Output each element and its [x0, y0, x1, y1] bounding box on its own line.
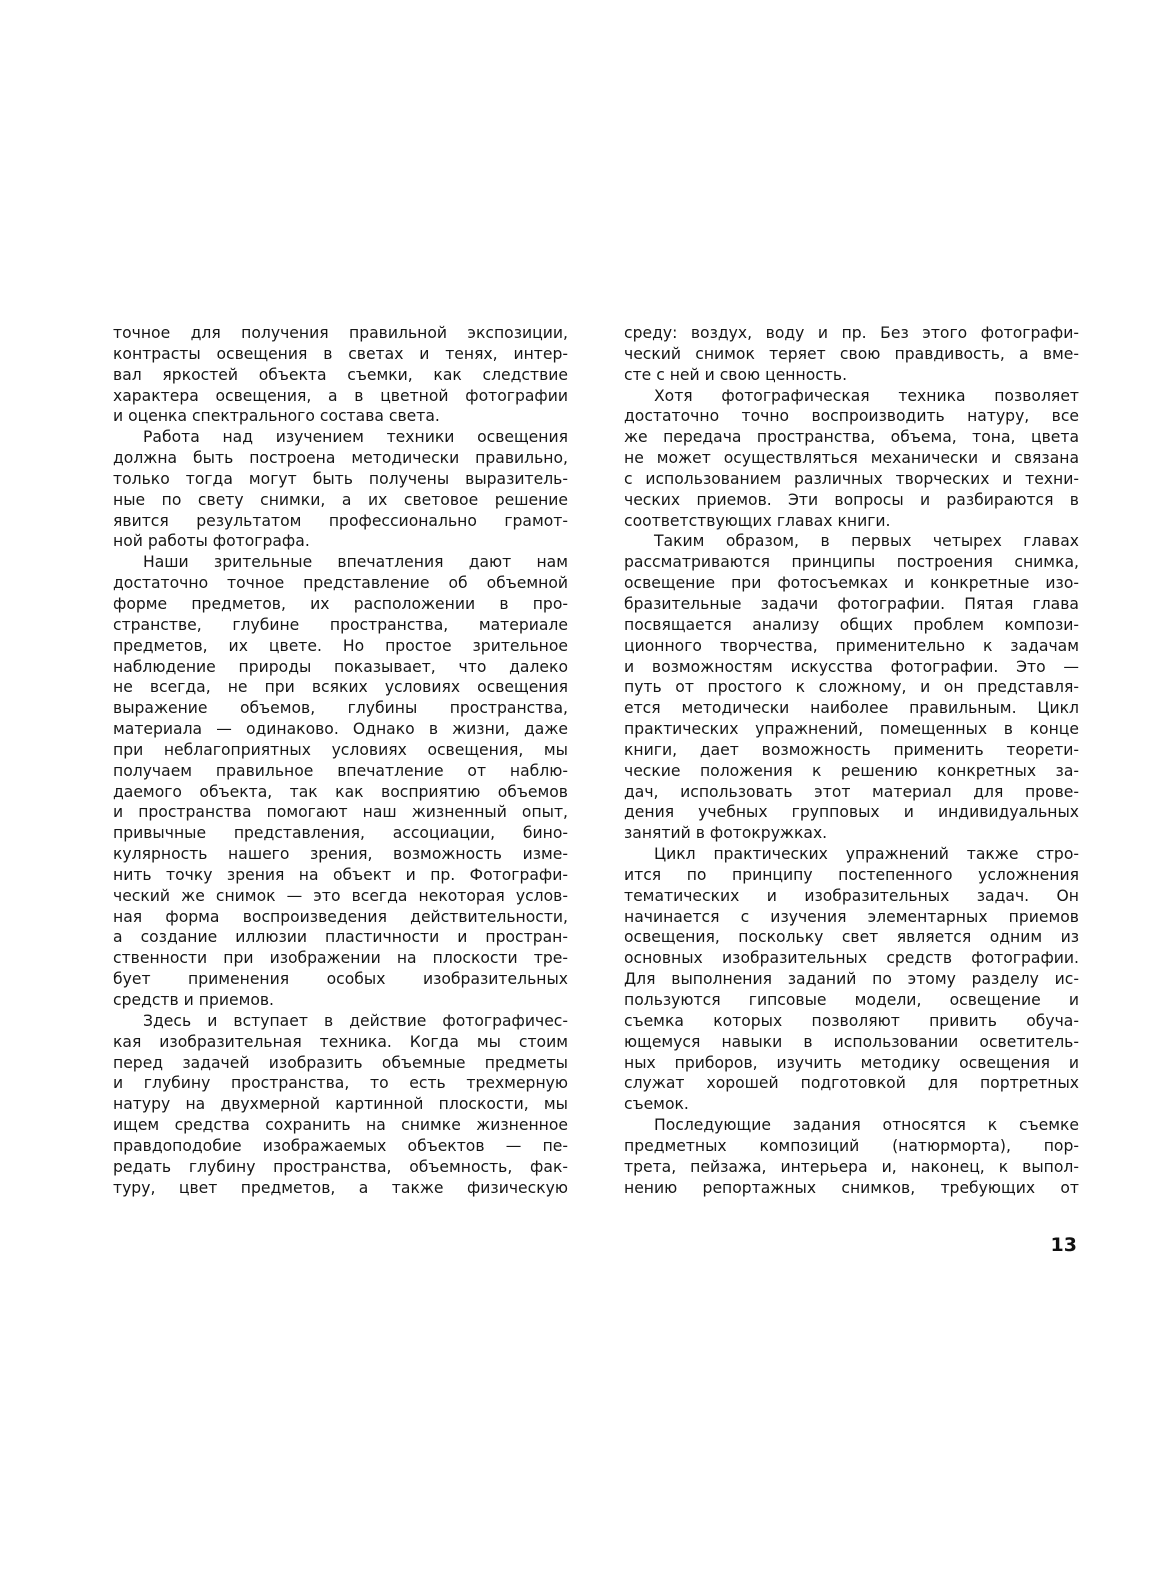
text-line: ющемуся навыки в использовании осветитель- [624, 1032, 1079, 1051]
text-column-right [624, 323, 1079, 1198]
text-line: Последующие задания относятся к съемке [654, 1116, 1079, 1135]
text-line: при неблагоприятных условиях освещения, мы [113, 740, 568, 759]
text-line: ные по свету снимки, а их световое решение [113, 490, 568, 509]
text-line: явится результатом профессионально грамот- [113, 511, 568, 530]
text-line: не всегда, не при всяких условиях освещения [113, 678, 568, 697]
text-line: ческие положения к решению конкретных за- [624, 761, 1079, 780]
text-line: предметов, их цвете. Но простое зрительное [113, 636, 568, 655]
text-line: рассматриваются принципы построения снимка, [624, 553, 1079, 572]
text-line: правдоподобие изображаемых объектов — пе- [113, 1136, 568, 1155]
text-line: ется методически наиболее правильным. Цикл [624, 699, 1079, 718]
text-line: Наши зрительные впечатления дают нам [143, 553, 568, 572]
text-line: Для выполнения заданий по этому разделу ис- [624, 970, 1079, 989]
text-line: служат хорошей подготовкой для портретных [624, 1074, 1079, 1093]
text-line: бразительные задачи фотографии. Пятая глава [624, 594, 1079, 613]
text-line: практических упражнений, помещенных в конце [624, 720, 1079, 739]
text-line: соответствующих главах книги. [624, 511, 891, 530]
text-line: достаточно точно воспроизводить натуру, все [624, 407, 1079, 426]
text-line: нить точку зрения на объект и пр. Фотографи- [113, 865, 568, 884]
text-line: достаточно точное представление об объемной [113, 574, 568, 593]
text-line: характера освещения, а в цветной фотографии [113, 386, 568, 405]
text-line: наблюдение природы показывает, что далеко [113, 657, 568, 676]
text-line: с использованием различных творческих и техни- [624, 469, 1079, 488]
text-line: ционного творчества, применительно к задачам [624, 636, 1079, 655]
page-number: 13 [1050, 1234, 1077, 1256]
text-line: странстве, глубине пространства, материале [113, 615, 568, 634]
text-line: материала — одинаково. Однако в жизни, даже [113, 720, 568, 739]
text-line: же передача пространства, объема, тона, цвета [624, 428, 1079, 447]
text-line: среду: воздух, воду и пр. Без этого фотографи- [624, 324, 1079, 342]
text-line: освещения, поскольку свет является одним из [624, 928, 1079, 947]
text-line: Таким образом, в первых четырех главах [654, 532, 1079, 551]
text-line: Цикл практических упражнений также стро- [654, 845, 1079, 864]
text-line: привычные представления, ассоциации, бино- [113, 824, 568, 843]
text-line: основных изобразительных средств фотографии. [624, 949, 1079, 968]
text-line: ческий же снимок — это всегда некоторая услов- [113, 886, 568, 905]
text-line: и глубину пространства, то есть трехмерную [113, 1074, 568, 1093]
text-line: книги, дает возможность применить теорети- [624, 740, 1079, 759]
text-line: должна быть построена методически правильно, [113, 449, 568, 468]
text-line: ственности при изображении на плоскости тре- [113, 949, 568, 968]
text-line: бует применения особых изобразительных [113, 970, 568, 989]
text-line: кулярность нашего зрения, возможность изме- [113, 845, 568, 864]
text-line: кая изобразительная техника. Когда мы стоим [113, 1032, 568, 1051]
text-line: дач, использовать этот материал для прове- [624, 782, 1079, 801]
text-line: а создание иллюзии пластичности и простран- [113, 928, 568, 947]
text-line: получаем правильное впечатление от наблю- [113, 761, 568, 780]
text-line: и пространства помогают наш жизненный опыт, [113, 803, 568, 822]
text-line: вал яркостей объекта съемки, как следствие [113, 365, 568, 384]
text-line: перед задачей изобразить объемные предметы [113, 1053, 568, 1072]
text-line: съемка которых позволяют привить обуча- [624, 1011, 1079, 1030]
text-line: начинается с изучения элементарных приемов [624, 907, 1079, 926]
text-line: трета, пейзажа, интерьера и, наконец, к выпол- [624, 1157, 1079, 1176]
text-line: дения учебных групповых и индивидуальных [624, 803, 1079, 822]
text-line: форме предметов, их расположении в про- [113, 594, 568, 613]
text-line: ческих приемов. Эти вопросы и разбираются в [624, 490, 1079, 509]
text-line: ится по принципу постепенного усложнения [624, 865, 1079, 884]
text-line: Хотя фотографическая техника позволяет [654, 386, 1079, 405]
text-line: съемок. [624, 1095, 689, 1114]
text-line: выражение объемов, глубины пространства, [113, 699, 568, 718]
text-line: ная форма воспроизведения действительности, [113, 907, 568, 926]
text-line: не может осуществляться механически и связана [624, 449, 1079, 468]
text-line: и оценка спектрального состава света. [113, 407, 440, 426]
text-line: редать глубину пространства, объемность, фак- [113, 1157, 568, 1176]
text-line: натуру на двухмерной картинной плоскости, мы [113, 1095, 568, 1114]
text-line: точное для получения правильной экспозиции, [113, 324, 568, 342]
text-line: нению репортажных снимков, требующих от [624, 1178, 1079, 1197]
text-line: Работа над изучением техники освещения [143, 428, 568, 447]
text-line: даемого объекта, так как восприятию объемов [113, 782, 568, 801]
text-line: контрасты освещения в светах и тенях, интер- [113, 344, 568, 363]
text-column-left [113, 323, 568, 1198]
text-line: ных приборов, изучить методику освещения и [624, 1053, 1079, 1072]
text-line: пользуются гипсовые модели, освещение и [624, 991, 1079, 1009]
text-line: тематических и изобразительных задач. Он [624, 886, 1079, 905]
text-line: и возможностям искусства фотографии. Это — [624, 657, 1079, 676]
text-line: посвящается анализу общих проблем компози- [624, 615, 1079, 634]
text-line: средств и приемов. [113, 991, 275, 1009]
text-line: ищем средства сохранить на снимке жизненное [113, 1116, 568, 1135]
text-line: ной работы фотографа. [113, 532, 310, 551]
text-line: предметных композиций (натюрморта), пор- [624, 1136, 1079, 1155]
text-line: Здесь и вступает в действие фотографичес- [143, 1011, 568, 1030]
text-line: освещение при фотосъемках и конкретные изо- [624, 574, 1079, 593]
text-line: занятий в фотокружках. [624, 824, 828, 843]
text-line: ческий снимок теряет свою правдивость, а вме- [624, 344, 1079, 363]
text-line: туру, цвет предметов, а также физическую [113, 1178, 568, 1197]
text-line: только тогда могут быть получены выразитель- [113, 469, 568, 488]
text-line: путь от простого к сложному, и он представля- [624, 678, 1079, 697]
text-line: сте с ней и свою ценность. [624, 365, 848, 384]
